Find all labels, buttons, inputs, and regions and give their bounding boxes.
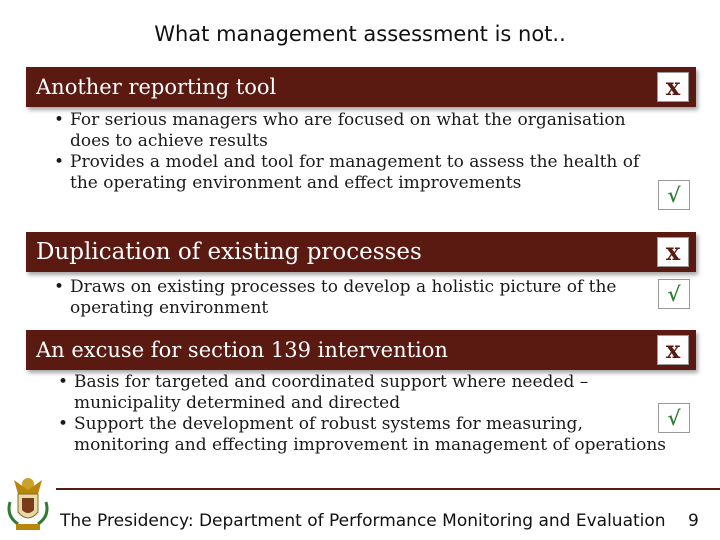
section-heading-text: An excuse for section 139 intervention (36, 338, 448, 362)
check-mark-icon: √ (658, 180, 690, 210)
bullet-item: • Support the development of robust systems for measuring, monitoring and effecting improvement in management of operations (52, 414, 682, 456)
bullet-list (52, 372, 682, 456)
check-mark-icon: √ (658, 279, 690, 309)
footer-divider (56, 488, 720, 490)
cross-mark-icon: x (657, 237, 689, 267)
page-number: 9 (688, 511, 699, 531)
section-heading-text: Duplication of existing processes (36, 239, 422, 265)
cross-mark-icon: x (657, 335, 689, 365)
bullet-item: • Draws on existing processes to develop a holistic picture of the operating environment (48, 277, 628, 319)
section-heading-band (26, 330, 696, 370)
bullet-list (48, 110, 668, 194)
bullet-item: • Provides a model and tool for management to assess the health of the operating environment and effect improvements (48, 152, 668, 194)
footer-text: The Presidency: Department of Performance Monitoring and Evaluation (60, 511, 666, 531)
section-heading-text: Another reporting tool (36, 75, 277, 99)
bullet-item: • For serious managers who are focused on what the organisation does to achieve results (48, 110, 668, 152)
section-heading-band (26, 67, 696, 107)
bullet-list (48, 277, 628, 319)
bullet-item: • Basis for targeted and coordinated support where needed – municipality determined and directed (52, 372, 682, 414)
cross-mark-icon: x (657, 72, 689, 102)
check-mark-icon: √ (658, 403, 690, 433)
slide-title: What management assessment is not.. (154, 22, 566, 46)
coat-of-arms-icon (4, 472, 52, 534)
section-heading-band (26, 232, 696, 272)
